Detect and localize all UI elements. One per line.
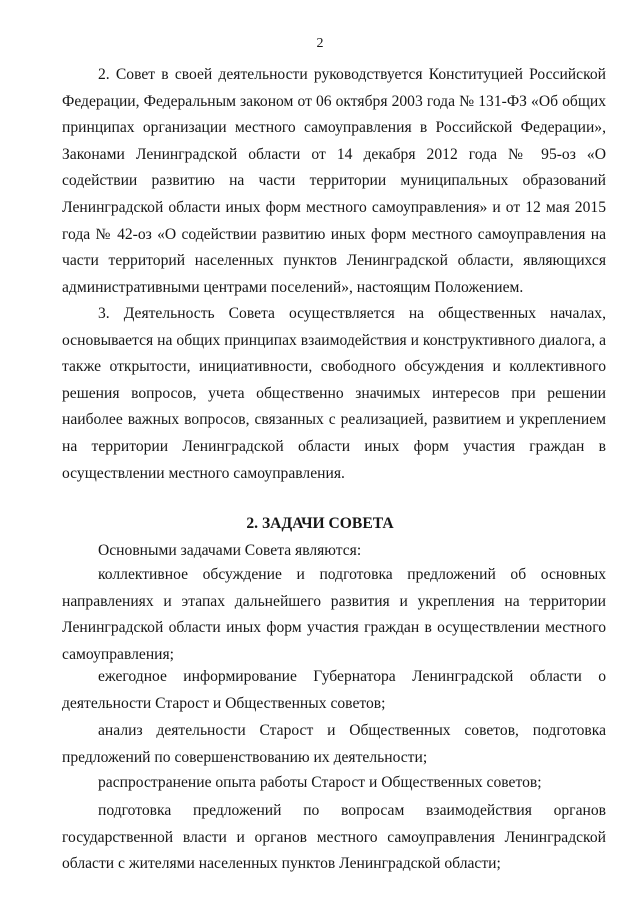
page-number: 2 [316,36,324,51]
task-item-2: ежегодное информирование Губернатора Ленинградской области о деятельности Старост и Общественных советов; [62,668,606,712]
paragraph-3: 3. Деятельность Совета осуществляется на общественных началах, основывается на общих принципах взаимодействия и конструктивного диалога, а также открытости, инициативности, свободного обсуждения и коллективного решения вопросов, учета общественно значимых интересов при решении наиболее важных вопросов, связанных с реализацией, развитием и укреплением на территории Ленинградской области иных форм участия граждан в осуществлении местного самоуправления. [62,305,606,482]
paragraph-2: 2. Совет в своей деятельности руководствуется Конституцией Российской Федерации, Федеральным законом от 06 октября 2003 года № 131-ФЗ «Об общих принципах организации местного самоуправления в Российской Федерации», Законами Ленинградской области от 14 декабря 2012 года № 95-оз «О содействии развитию на части территории муниципальных образований Ленинградской области иных форм местного самоуправления» и от 12 мая 2015 года № 42-оз «О содействии развитию иных форм местного самоуправления на части территорий населенных пунктов Ленинградской области, являющихся административными центрами поселений», настоящим Положением. [62,66,606,296]
task-item-3: анализ деятельности Старост и Общественных советов, подготовка предложений по совершенствованию их деятельности; [62,722,606,766]
section-intro: Основными задачами Совета являются: [98,542,362,559]
section-title: 2. ЗАДАЧИ СОВЕТА [246,515,394,532]
task-item-1: коллективное обсуждение и подготовка предложений об основных направлениях и этапах дальнейшего развития и укрепления на территории Ленинградской области иных форм участия граждан в осуществлении местного самоуправления; [62,566,606,663]
task-item-4: распространение опыта работы Старост и Общественных советов; [98,774,542,791]
task-item-5: подготовка предложений по вопросам взаимодействия органов государственной власти и органов местного самоуправления Ленинградской области с жителями населенных пунктов Ленинградской области; [62,802,606,873]
